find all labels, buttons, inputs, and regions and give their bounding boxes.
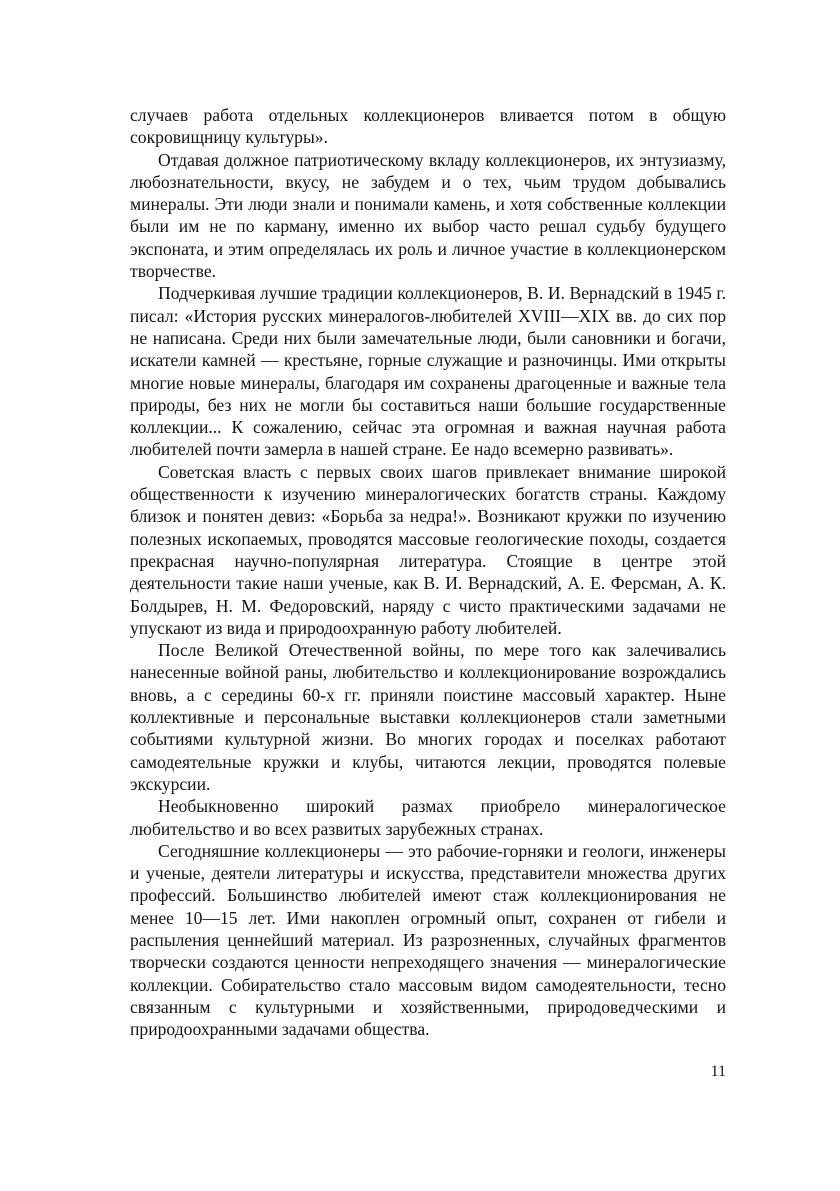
paragraph-continuation: случаев работа отдельных коллекционеров вливается потом в общую сокровищницу культуры». [130, 105, 726, 148]
page-body [130, 104, 726, 1040]
paragraph-miners-contribution: Отдавая должное патриотическому вкладу коллекционеров, их энтузиазму, любознательности, вкусу, не забудем и о тех, чьим трудом добывались минералы. Эти люди знали и понимали камень, и хотя собственные коллекции были им не по карману, именно их выбор часто решал судьбу будущего экспоната, и этим определялась их роль и личное участие в коллекционерском творчестве. [130, 149, 726, 282]
page-number: 11 [710, 1063, 726, 1080]
paragraph-foreign-countries: Необыкновенно широкий размах приобрело минералогическое любительство и во всех развитых зарубежных странах. [130, 796, 726, 839]
paragraph-postwar-revival: После Великой Отечественной войны, по мере того как залечивались нанесенные войной раны, любительство и коллекционирование возрождались вновь, а с середины 60-х гг. приняли поистине массовый характер. Ныне коллективные и персональные выставки коллекционеров стали заметными событиями культурной жизни. Во многих городах и поселках работают самодеятельные кружки и клубы, читаются лекции, проводятся полевые экскурсии. [130, 640, 726, 794]
paragraph-soviet-period: Советская власть с первых своих шагов привлекает внимание широкой общественности к изучению минералогических богатств страны. Каждому близок и понятен девиз: «Борьба за недра!». Возникают кружки по изучению полезных ископаемых, проводятся массовые геологические походы, создается прекрасная научно-популярная литература. Стоящие в центре этой деятельности такие наши ученые, как В. И. Вернадский, А. Е. Ферсман, А. К. Болдырев, Н. М. Федоровский, наряду с чисто практическими задачами не упускают из вида и природоохранную работу любителей. [130, 461, 726, 638]
paragraph-vernadsky-quote: Подчеркивая лучшие традиции коллекционеров, В. И. Вернадский в 1945 г. писал: «История русских минералогов-любителей XVIII—XIX вв. до сих пор не написана. Среди них были замечательные люди, были сановники и богачи, искатели камней — крестьяне, горные служащие и разночинцы. Ими открыты многие новые минералы, благодаря им сохранены драгоценные и важные тела природы, без них не могли бы составиться наши большие государственные коллекции... К сожалению, сейчас эта огромная и важная научная работа любителей почти замерла в нашей стране. Ее надо всемерно развивать». [130, 283, 726, 460]
paragraph-modern-collectors: Сегодняшние коллекционеры — это рабочие-горняки и геологи, инженеры и ученые, деятели литературы и искусства, представители множества других профессий. Большинство любителей имеют стаж коллекционирования не менее 10—15 лет. Ими накоплен огромный опыт, сохранен от гибели и распыления ценнейший материал. Из разрозненных, случайных фрагментов творчески создаются ценности непреходящего значения — минералогические коллекции. Собирательство стало массовым видом самодеятельности, тесно связанным с культурными и хозяйственными, природоведческими и природоохранными задачами общества. [130, 840, 726, 1040]
